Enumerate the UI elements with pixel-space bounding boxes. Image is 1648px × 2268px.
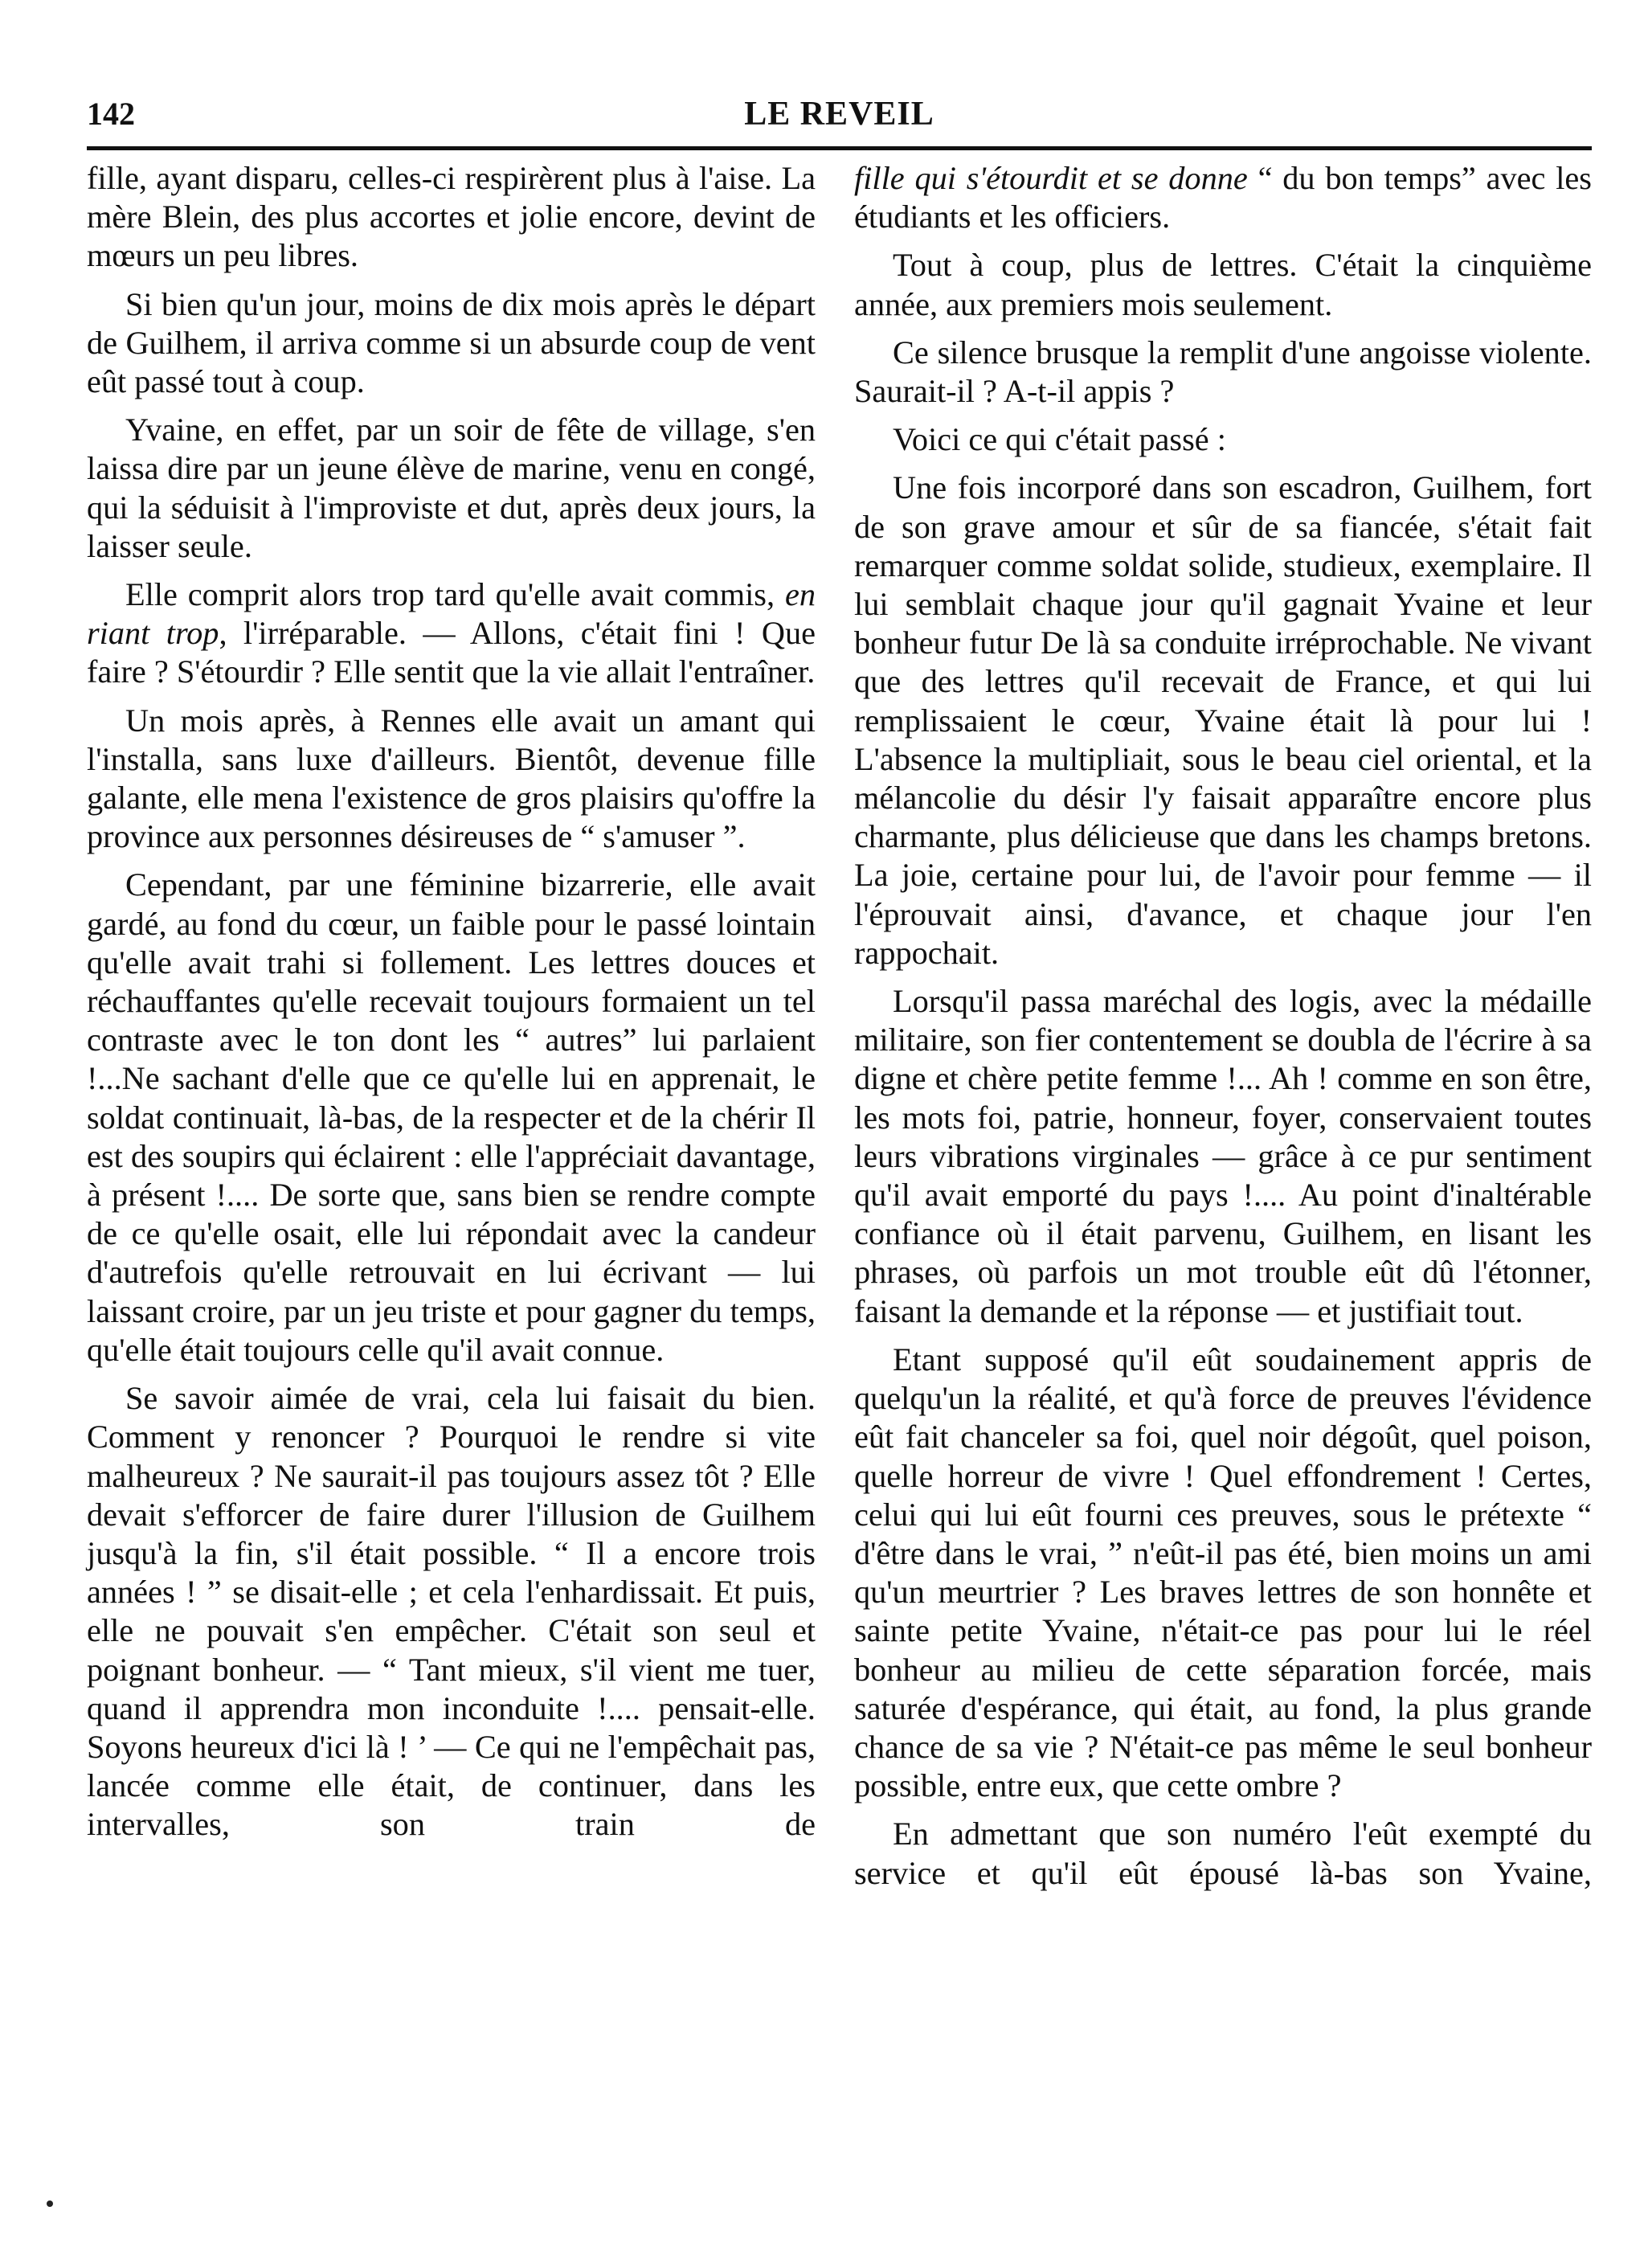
page-header	[87, 95, 1592, 143]
paragraph: Ce silence brusque la remplit d'une angoisse violente. Saurait-il ? A-t-il appis ?	[854, 334, 1592, 410]
text-run: Elle comprit alors trop tard qu'elle avait commis,	[125, 576, 785, 613]
italic-text: fille qui s'étourdit et se donne	[854, 160, 1248, 196]
paragraph: Si bien qu'un jour, moins de dix mois après le départ de Guilhem, il arriva comme si un absurde coup de vent eût passé tout à coup.	[87, 285, 816, 400]
paragraph: Yvaine, en effet, par un soir de fête de village, s'en laissa dire par un jeune élève de marine, venu en congé, qui la séduisit à l'improviste et dut, après deux jours, la laisser seule.	[87, 411, 816, 564]
text-run: “ du bon temps” avec les étudiants et les officiers.	[854, 160, 1592, 235]
paragraph: fille, ayant disparu, celles-ci respirèrent plus à l'aise. La mère Blein, des plus accortes et jolie encore, devint de mœurs un peu libres.	[87, 160, 816, 274]
ink-speck	[47, 2200, 53, 2207]
paragraph: Se savoir aimée de vrai, cela lui faisait du bien. Comment y renoncer ? Pourquoi le rendre si vite malheureux ? Ne saurait-il pas toujours assez tôt ? Elle devait s'efforcer de faire durer l'illusion de Guilhem jusqu'à la fin, s'il était possible. “ Il a encore trois années ! ” se disait-elle ; et cela l'enhardissait. Et puis, elle ne pouvait s'en empêcher. C'était son seul et poignant bonheur. — “ Tant mieux, s'il vient me tuer, quand il apprendra mon inconduite !.... pensait-elle. Soyons heureux d'ici là ! ’ — Ce qui ne l'empêchait pas, lancée comme elle était, de continuer, dans les intervalles, son train de	[87, 1380, 816, 1843]
page-number: 142	[87, 96, 135, 132]
header-rule	[87, 146, 1592, 150]
paragraph	[87, 575, 816, 692]
right-column	[854, 159, 1592, 1893]
paragraph: Tout à coup, plus de lettres. C'était la cinquième année, aux premiers mois seulement.	[854, 247, 1592, 322]
paragraph: Un mois après, à Rennes elle avait un amant qui l'installa, sans luxe d'ailleurs. Bientôt, devenue fille galante, elle mena l'existence de gros plaisirs qu'offre la province aux personnes désireuses de “ s'amuser ”.	[87, 702, 816, 855]
paragraph: En admettant que son numéro l'eût exempté du service et qu'il eût épousé là-bas son Yvaine,	[854, 1816, 1592, 1891]
paragraph: Lorsqu'il passa maréchal des logis, avec la médaille militaire, son fier contentement se doubla de l'écrire à sa digne et chère petite femme !... Ah ! comme en son être, les mots foi, patrie, honneur, foyer, conservaient toutes leurs vibrations virginales — grâce à ce pur sentiment qu'il avait emporté du pays !.... Au point d'inaltérable confiance où il était parvenu, Guilhem, en lisant les phrases, où parfois un mot trouble eût dû l'étonner, faisant la demande et la réponse — et justifiait tout.	[854, 983, 1592, 1329]
running-title: LE REVEIL	[744, 96, 934, 133]
paragraph: Etant supposé qu'il eût soudainement appris de quelqu'un la réalité, et qu'à force de preuves l'évidence eût fait chanceler sa foi, quel noir dégoût, quel poison, quelle horreur de vivre ! Quel effondrement ! Certes, celui qui lui eût fourni ces preuves, sous le prétexte “ d'être dans le vrai, ” n'eût-il pas été, bien moins un ami qu'un meurtrier ? Les braves lettres de son honnête et sainte petite Yvaine, n'était-ce pas pour lui le réel bonheur au milieu de cette séparation forcée, mais saturée d'espérance, qui était, au fond, la plus grande chance de sa vie ? N'était-ce pas même le seul bonheur possible, entre eux, que cette ombre ?	[854, 1341, 1592, 1804]
text-run: , l'irréparable. — Allons, c'était fini ! Que faire ? S'étourdir ? Elle sentit que la vie allait l'entraîner.	[87, 615, 816, 690]
italic-text: en riant trop	[87, 576, 816, 652]
paragraph: Cependant, par une féminine bizarrerie, elle avait gardé, au fond du cœur, un faible pour le passé lointain qu'elle avait trahi si follement. Les lettres douces et réchauffantes qu'elle recevait toujours formaient un tel contraste avec le ton dont les “ autres” lui parlaient !...Ne sachant d'elle que ce qu'elle lui en apprenait, le soldat continuait, là-bas, de la respecter et de la chérir Il est des soupirs qui éclairent : elle l'appréciait davantage, à présent !.... De sorte que, sans bien se rendre compte de ce qu'elle osait, elle lui répondait avec la candeur d'autrefois qu'elle retrouvait en lui écrivant — lui laissant croire, par un jeu triste et pour gagner du temps, qu'elle était toujours celle qu'il avait connue.	[87, 866, 816, 1368]
paragraph	[854, 159, 1592, 236]
paragraph: Voici ce qui c'était passé :	[893, 421, 1226, 458]
left-column	[87, 159, 816, 1844]
paragraph: Une fois incorporé dans son escadron, Guilhem, fort de son grave amour et sûr de sa fiancée, s'était fait remarquer comme soldat solide, studieux, exemplaire. Il lui semblait chaque jour qu'il gagnait Yvaine et leur bonheur futur De là sa conduite irréprochable. Ne vivant que des lettres qu'il recevait de France, et qui lui remplissaient le cœur, Yvaine était là pour lui ! L'absence la multipliait, sous le beau ciel oriental, et la mélancolie du désir l'y faisait apparaître encore plus charmante, plus délicieuse que dans les champs bretons. La joie, certaine pour lui, de l'avoir pour femme — il l'éprouvait ainsi, d'avance, et chaque jour l'en rappochait.	[854, 469, 1592, 971]
